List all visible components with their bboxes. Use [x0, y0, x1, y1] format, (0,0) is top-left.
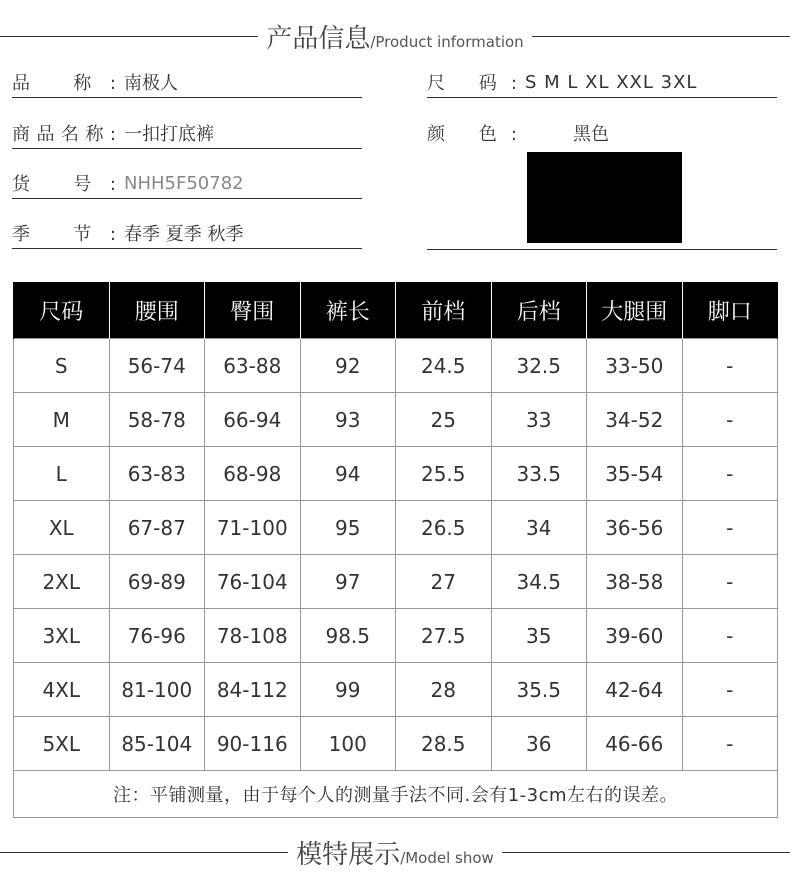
product-info-header — [0, 16, 790, 56]
table-cell: M — [14, 393, 110, 447]
table-cell: 58-78 — [109, 393, 205, 447]
color-value: 黑色 — [573, 124, 609, 145]
divider — [427, 249, 777, 250]
section-title-en: /Product information — [370, 32, 524, 51]
table-cell: 76-104 — [205, 555, 301, 609]
table-cell: 28.5 — [396, 717, 492, 771]
table-row — [14, 717, 778, 771]
table-row — [14, 393, 778, 447]
table-cell: 67-87 — [109, 501, 205, 555]
header-back-rise: 后档 — [491, 282, 587, 339]
table-cell: 35-54 — [587, 447, 683, 501]
table-cell: S — [14, 339, 110, 393]
table-cell: 42-64 — [587, 663, 683, 717]
divider — [0, 852, 288, 853]
table-header-row — [14, 282, 778, 339]
product-name-row — [12, 118, 362, 149]
table-cell: 26.5 — [396, 501, 492, 555]
table-row — [14, 555, 778, 609]
header-leg-opening: 脚口 — [682, 282, 778, 339]
season-label: 季 节: — [12, 224, 116, 245]
table-cell: 34 — [491, 501, 587, 555]
divider — [0, 36, 258, 37]
sku-label: 货 号: — [12, 174, 116, 195]
section-title-en: /Model show — [400, 848, 494, 867]
table-cell: 27 — [396, 555, 492, 609]
table-cell: 68-98 — [205, 447, 301, 501]
table-cell: 78-108 — [205, 609, 301, 663]
size-label: 尺 码: — [427, 73, 517, 94]
table-cell: 34.5 — [491, 555, 587, 609]
brand-value: 南极人 — [124, 73, 178, 94]
table-cell: 76-96 — [109, 609, 205, 663]
measurement-note: 注：平铺测量，由于每个人的测量手法不同.会有1-3cm左右的误差。 — [14, 771, 778, 818]
table-cell: 3XL — [14, 609, 110, 663]
sku-value: NHH5F50782 — [124, 172, 244, 194]
header-length: 裤长 — [300, 282, 396, 339]
brand-label: 品 称: — [12, 73, 116, 94]
divider — [502, 852, 790, 853]
section-title-zh: 模特展示 — [296, 839, 401, 870]
table-cell: - — [682, 609, 778, 663]
sku-row — [12, 168, 362, 199]
table-cell: 85-104 — [109, 717, 205, 771]
table-row — [14, 609, 778, 663]
table-cell: 63-88 — [205, 339, 301, 393]
table-cell: 69-89 — [109, 555, 205, 609]
table-cell: - — [682, 339, 778, 393]
section-title-zh: 产品信息 — [266, 23, 371, 54]
table-cell: 38-58 — [587, 555, 683, 609]
table-cell: 100 — [300, 717, 396, 771]
table-row — [14, 447, 778, 501]
product-name-value: 一扣打底裤 — [124, 124, 214, 145]
table-cell: 35.5 — [491, 663, 587, 717]
table-cell: - — [682, 501, 778, 555]
table-cell: - — [682, 663, 778, 717]
brand-row — [12, 67, 362, 98]
table-cell: 39-60 — [587, 609, 683, 663]
table-cell: - — [682, 393, 778, 447]
header-front-rise: 前档 — [396, 282, 492, 339]
table-cell: 71-100 — [205, 501, 301, 555]
table-cell: 33-50 — [587, 339, 683, 393]
table-cell: 28 — [396, 663, 492, 717]
table-cell: - — [682, 555, 778, 609]
table-cell: 36-56 — [587, 501, 683, 555]
table-cell: 98.5 — [300, 609, 396, 663]
table-cell: 34-52 — [587, 393, 683, 447]
table-cell: 93 — [300, 393, 396, 447]
table-cell: 32.5 — [491, 339, 587, 393]
table-cell: 66-94 — [205, 393, 301, 447]
table-row — [14, 501, 778, 555]
table-row — [14, 339, 778, 393]
table-cell: 95 — [300, 501, 396, 555]
table-cell: 94 — [300, 447, 396, 501]
size-row — [427, 67, 777, 98]
size-value: S M L XL XXL 3XL — [525, 71, 698, 93]
table-cell: 4XL — [14, 663, 110, 717]
header-thigh: 大腿围 — [587, 282, 683, 339]
table-cell: 35 — [491, 609, 587, 663]
header-waist: 腰围 — [109, 282, 205, 339]
table-cell: 33 — [491, 393, 587, 447]
product-name-label: 商品名称: — [12, 124, 116, 145]
table-cell: 46-66 — [587, 717, 683, 771]
table-cell: 25 — [396, 393, 492, 447]
divider — [532, 36, 790, 37]
table-cell: 24.5 — [396, 339, 492, 393]
color-label: 颜 色: — [427, 124, 517, 145]
table-cell: - — [682, 717, 778, 771]
table-cell: 84-112 — [205, 663, 301, 717]
table-row — [14, 663, 778, 717]
table-cell: 5XL — [14, 717, 110, 771]
table-cell: L — [14, 447, 110, 501]
table-cell: 99 — [300, 663, 396, 717]
table-cell: 90-116 — [205, 717, 301, 771]
table-cell: 36 — [491, 717, 587, 771]
size-table — [13, 282, 778, 818]
color-swatch — [527, 152, 682, 243]
season-value: 春季 夏季 秋季 — [124, 224, 244, 245]
table-cell: 92 — [300, 339, 396, 393]
model-show-header — [0, 832, 790, 872]
note-row — [14, 771, 778, 818]
table-cell: 97 — [300, 555, 396, 609]
table-cell: 33.5 — [491, 447, 587, 501]
color-row — [427, 118, 777, 148]
table-cell: 27.5 — [396, 609, 492, 663]
table-cell: 56-74 — [109, 339, 205, 393]
header-size: 尺码 — [14, 282, 110, 339]
table-cell: 25.5 — [396, 447, 492, 501]
table-cell: 2XL — [14, 555, 110, 609]
header-hip: 臀围 — [205, 282, 301, 339]
table-cell: - — [682, 447, 778, 501]
table-cell: 81-100 — [109, 663, 205, 717]
table-cell: 63-83 — [109, 447, 205, 501]
table-cell: XL — [14, 501, 110, 555]
season-row — [12, 218, 362, 249]
